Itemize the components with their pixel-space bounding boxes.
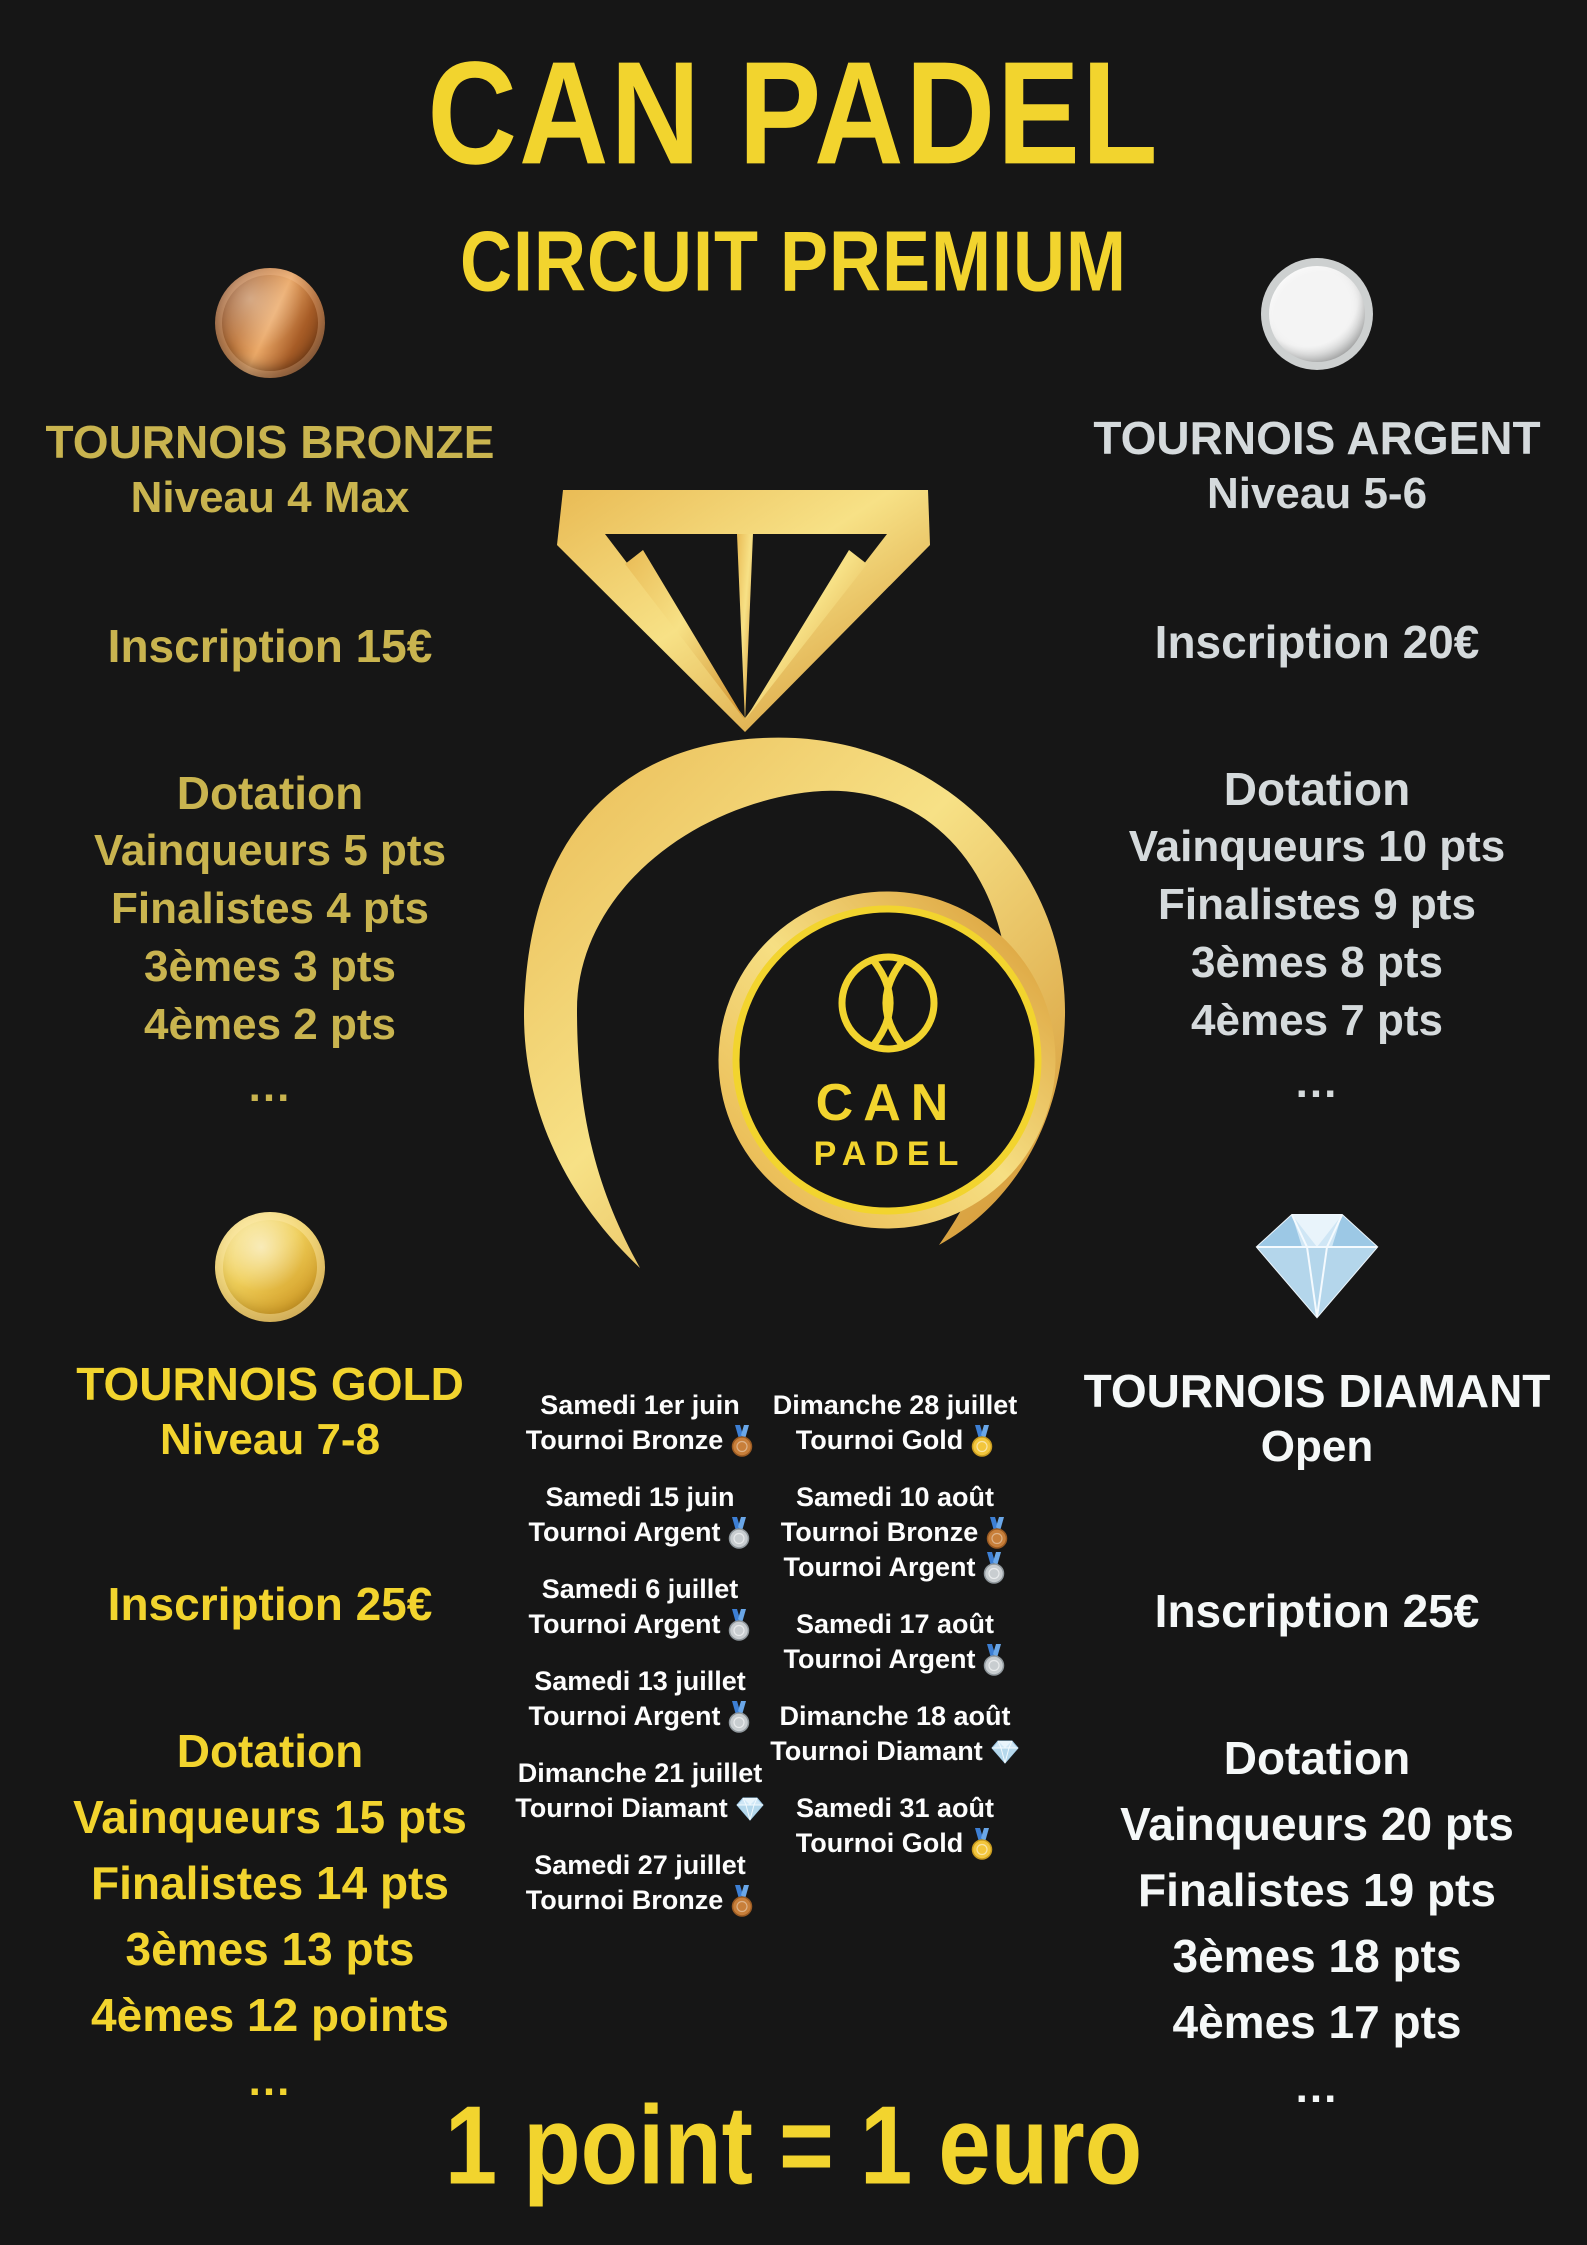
section-level: Open <box>1260 1422 1374 1471</box>
dotation-line: 3èmes 18 pts <box>1172 1930 1462 1982</box>
bronze-medal-icon <box>215 268 325 378</box>
dotation-line: 4èmes 12 points <box>91 1989 449 2041</box>
schedule-event <box>773 1423 1018 1458</box>
schedule-event <box>784 1642 1007 1677</box>
schedule-entry <box>781 1480 1009 1585</box>
schedule-date: Dimanche 28 juillet <box>772 1390 1018 1420</box>
section-inscription: Inscription 25€ <box>1154 1585 1480 1637</box>
schedule-event-label: Tournoi Argent <box>528 1517 721 1547</box>
section-title: TOURNOIS DIAMANT <box>1083 1365 1551 1417</box>
section-title: TOURNOIS BRONZE <box>45 416 495 468</box>
silver-medal-icon <box>1261 258 1373 370</box>
dotation-line: Vainqueurs 15 pts <box>73 1791 467 1843</box>
dotation-line: Vainqueurs 10 pts <box>1128 822 1506 871</box>
ring-diamond-logo <box>477 470 1117 1290</box>
schedule-date: Samedi 17 août <box>795 1609 995 1639</box>
schedule-event-label: Tournoi Diamant <box>515 1793 728 1823</box>
schedule-event-label: Tournoi Argent <box>783 1644 976 1674</box>
schedule-entry <box>796 1791 994 1861</box>
bronze-medal-icon <box>730 1885 754 1917</box>
bronze-medal-icon <box>985 1517 1009 1549</box>
schedule-event-label: Tournoi Bronze <box>525 1425 724 1455</box>
section-bronze <box>0 268 540 1112</box>
schedule-event-label: Tournoi Gold <box>795 1828 964 1858</box>
dotation-more: ... <box>1295 1058 1339 1107</box>
silver-medal-icon <box>982 1644 1006 1676</box>
schedule-event <box>796 1826 994 1861</box>
schedule-event <box>781 1550 1009 1585</box>
gold-medal-icon <box>215 1212 325 1322</box>
section-title: TOURNOIS GOLD <box>76 1358 464 1410</box>
dotation-line: Finalistes 4 pts <box>111 884 429 933</box>
schedule-entry <box>529 1480 752 1550</box>
poster-subtitle-text: CIRCUIT PREMIUM <box>460 215 1127 310</box>
schedule-event <box>529 1607 752 1642</box>
dotation-more: ... <box>1295 2063 1339 2112</box>
poster-title <box>0 30 1587 196</box>
dotation-line: Finalistes 19 pts <box>1138 1864 1496 1916</box>
schedule-date: Samedi 31 août <box>795 1793 995 1823</box>
footer-slogan-text: 1 point = 1 euro <box>444 2083 1143 2208</box>
schedule-date: Dimanche 18 août <box>779 1701 1011 1731</box>
schedule-event <box>515 1791 765 1826</box>
schedule-date: Dimanche 21 juillet <box>517 1758 763 1788</box>
section-level: Niveau 4 Max <box>130 473 410 522</box>
dotation-title: Dotation <box>1223 763 1411 815</box>
dotation-line: 3èmes 8 pts <box>1191 938 1443 987</box>
section-gold <box>0 1212 540 2106</box>
dotation-more: ... <box>248 2056 292 2105</box>
schedule-entry <box>784 1607 1007 1677</box>
diamond-icon <box>990 1739 1020 1765</box>
schedule-entry <box>529 1664 752 1734</box>
section-level: Niveau 7-8 <box>159 1415 381 1464</box>
dotation-line: Vainqueurs 20 pts <box>1120 1798 1514 1850</box>
schedule-date: Samedi 6 juillet <box>541 1574 739 1604</box>
section-argent <box>1047 258 1587 1108</box>
section-level: Niveau 5-6 <box>1206 469 1428 518</box>
section-inscription: Inscription 15€ <box>107 620 433 672</box>
schedule-event-label: Tournoi Bronze <box>780 1517 979 1547</box>
schedule-event <box>526 1883 754 1918</box>
schedule-event <box>770 1734 1020 1769</box>
schedule-entry <box>526 1848 754 1918</box>
schedule-date: Samedi 13 juillet <box>534 1666 746 1696</box>
schedule-date: Samedi 27 juillet <box>534 1850 746 1880</box>
dotation-title: Dotation <box>176 767 364 819</box>
schedule-entry <box>773 1388 1018 1458</box>
schedule-entry <box>529 1572 752 1642</box>
silver-medal-icon <box>982 1552 1006 1584</box>
dotation-line: Finalistes 14 pts <box>91 1857 449 1909</box>
section-inscription: Inscription 25€ <box>107 1578 433 1630</box>
schedule-date: Samedi 10 août <box>795 1482 995 1512</box>
footer-slogan <box>0 2082 1587 2208</box>
schedule-event-label: Tournoi Argent <box>528 1701 721 1731</box>
schedule-entry <box>770 1699 1020 1769</box>
schedule-column-right <box>745 1388 1045 1883</box>
dotation-more: ... <box>248 1062 292 1111</box>
section-title: TOURNOIS ARGENT <box>1093 412 1541 464</box>
logo-brand-top: CAN <box>815 1074 959 1132</box>
dotation-line: 3èmes 3 pts <box>144 942 396 991</box>
schedule-event-label: Tournoi Diamant <box>770 1736 983 1766</box>
poster-title-text: CAN PADEL <box>427 32 1160 196</box>
schedule-event <box>529 1699 752 1734</box>
gold-medal-icon <box>970 1828 994 1860</box>
diamond-shape <box>557 490 930 732</box>
schedule-event-label: Tournoi Argent <box>528 1609 721 1639</box>
dotation-line: Finalistes 9 pts <box>1158 880 1476 929</box>
section-diamant <box>1047 1205 1587 2113</box>
section-inscription: Inscription 20€ <box>1154 616 1480 668</box>
diamond-icon <box>1232 1205 1402 1325</box>
schedule-event-label: Tournoi Bronze <box>525 1885 724 1915</box>
schedule-event <box>529 1515 752 1550</box>
schedule-entry <box>526 1388 754 1458</box>
dotation-title: Dotation <box>1223 1732 1411 1784</box>
dotation-line: Vainqueurs 5 pts <box>93 826 447 875</box>
schedule-date: Samedi 1er juin <box>540 1390 740 1420</box>
gold-medal-icon <box>970 1425 994 1457</box>
schedule-date: Samedi 15 juin <box>545 1482 735 1512</box>
schedule-event <box>526 1423 754 1458</box>
dotation-title: Dotation <box>176 1725 364 1777</box>
logo-brand-bottom: PADEL <box>813 1135 967 1173</box>
dotation-line: 4èmes 2 pts <box>144 1000 396 1049</box>
schedule-entry <box>515 1756 765 1826</box>
dotation-line: 4èmes 17 pts <box>1172 1996 1462 2048</box>
dotation-line: 4èmes 7 pts <box>1191 996 1443 1045</box>
schedule-event <box>781 1515 1009 1550</box>
schedule-event-label: Tournoi Argent <box>783 1552 976 1582</box>
dotation-line: 3èmes 13 pts <box>125 1923 415 1975</box>
schedule-event-label: Tournoi Gold <box>795 1425 964 1455</box>
